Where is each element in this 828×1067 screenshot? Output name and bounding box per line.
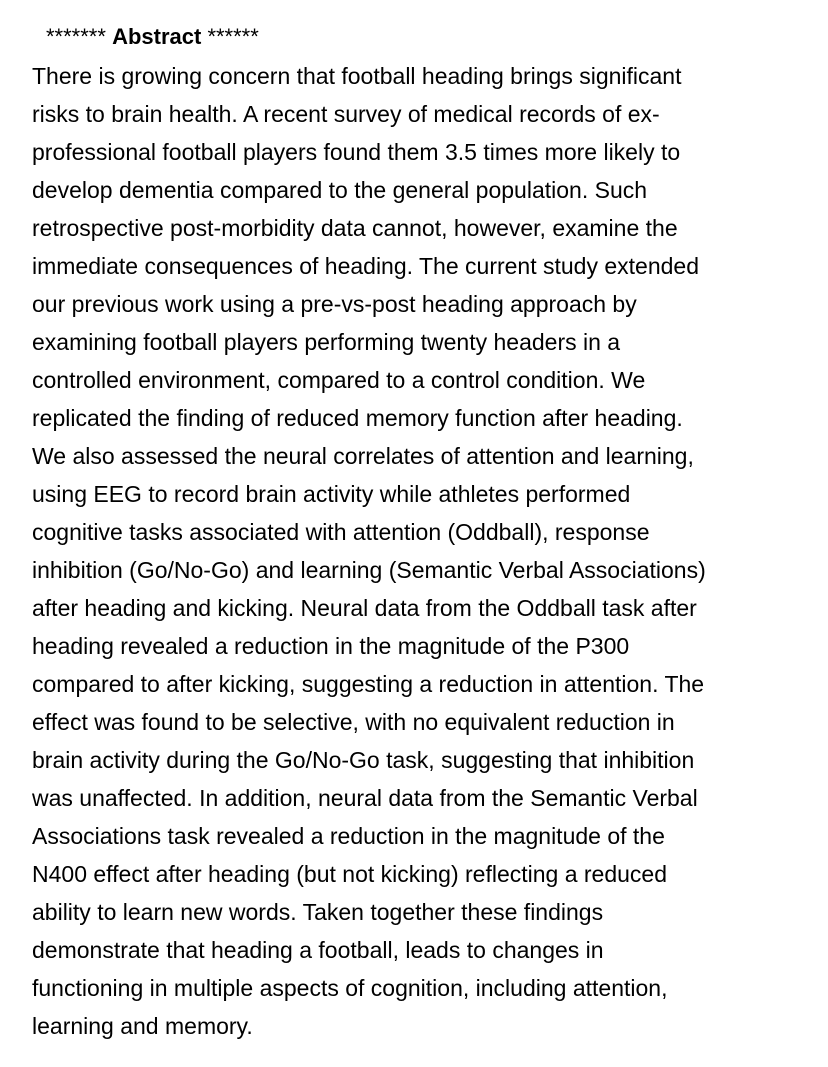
abstract-line: immediate consequences of heading. The current study extended bbox=[32, 253, 699, 279]
abstract-line: There is growing concern that football heading brings significant bbox=[32, 63, 682, 89]
abstract-line: Associations task revealed a reduction in the magnitude of the bbox=[32, 823, 665, 849]
abstract-line: We also assessed the neural correlates of attention and learning, bbox=[32, 443, 694, 469]
abstract-line: using EEG to record brain activity while athletes performed bbox=[32, 481, 631, 507]
abstract-line: heading revealed a reduction in the magnitude of the P300 bbox=[32, 633, 630, 659]
heading-title: Abstract bbox=[112, 24, 202, 49]
abstract-line: professional football players found them 3.5 times more likely to bbox=[32, 139, 681, 165]
abstract-body bbox=[32, 57, 822, 1045]
abstract-line: our previous work using a pre-vs-post heading approach by bbox=[32, 291, 637, 317]
abstract-line: functioning in multiple aspects of cognition, including attention, bbox=[32, 975, 668, 1001]
abstract-heading bbox=[46, 21, 259, 53]
abstract-line: after heading and kicking. Neural data from the Oddball task after bbox=[32, 595, 697, 621]
abstract-line: effect was found to be selective, with no equivalent reduction in bbox=[32, 709, 675, 735]
abstract-line: inhibition (Go/No-Go) and learning (Semantic Verbal Associations) bbox=[32, 557, 706, 583]
abstract-line: replicated the finding of reduced memory function after heading. bbox=[32, 405, 683, 431]
abstract-line: compared to after kicking, suggesting a reduction in attention. The bbox=[32, 671, 705, 697]
abstract-line: develop dementia compared to the general population. Such bbox=[32, 177, 648, 203]
abstract-line: risks to brain health. A recent survey of medical records of ex- bbox=[32, 101, 660, 127]
abstract-line: controlled environment, compared to a control condition. We bbox=[32, 367, 646, 393]
abstract-line: N400 effect after heading (but not kicking) reflecting a reduced bbox=[32, 861, 668, 887]
abstract-line: retrospective post-morbidity data cannot, however, examine the bbox=[32, 215, 678, 241]
abstract-line: demonstrate that heading a football, leads to changes in bbox=[32, 937, 604, 963]
heading-stars-right: ****** bbox=[207, 24, 259, 49]
abstract-line: ability to learn new words. Taken together these findings bbox=[32, 899, 604, 925]
heading-stars-left: ******* bbox=[46, 24, 106, 49]
abstract-line: learning and memory. bbox=[32, 1013, 253, 1039]
abstract-line: brain activity during the Go/No-Go task, suggesting that inhibition bbox=[32, 747, 695, 773]
abstract-line: cognitive tasks associated with attention (Oddball), response bbox=[32, 519, 650, 545]
abstract-line: was unaffected. In addition, neural data from the Semantic Verbal bbox=[32, 785, 698, 811]
abstract-line: examining football players performing twenty headers in a bbox=[32, 329, 621, 355]
